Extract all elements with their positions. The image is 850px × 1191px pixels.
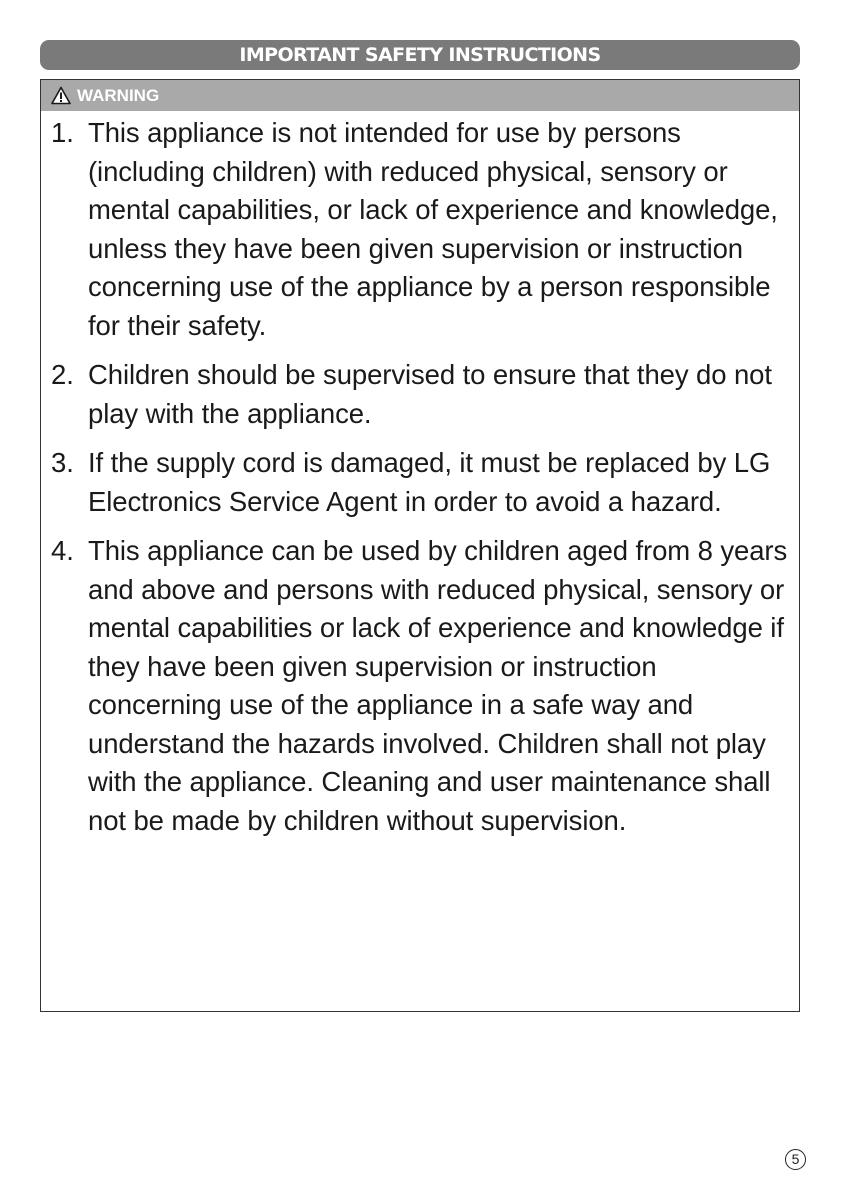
item-number: 2. bbox=[51, 359, 74, 390]
section-title-bar bbox=[40, 40, 800, 70]
item-text: This appliance can be used by children aged from 8 years and above and persons with reduced physical, sensory or mental capabilities or lack of experience and knowledge if they have been given supervision or instruction concerning use of the appliance in a safe way and understand the hazards involved. Children shall not play with the appliance. Cleaning and user maintenance shall not be made by children without supervision. bbox=[88, 535, 788, 836]
item-text: If the supply cord is damaged, it must be replaced by LG Electronics Service Agent in order to avoid a hazard. bbox=[88, 447, 771, 517]
list-item bbox=[51, 114, 791, 345]
warning-header bbox=[41, 80, 799, 111]
list-item bbox=[51, 444, 791, 521]
page-number: 5 bbox=[785, 1149, 806, 1170]
warning-list bbox=[51, 114, 791, 851]
item-number: 3. bbox=[51, 447, 74, 478]
list-item bbox=[51, 532, 791, 840]
warning-triangle-icon bbox=[51, 86, 71, 105]
item-text: Children should be supervised to ensure that they do not play with the appliance. bbox=[88, 359, 772, 429]
section-title: IMPORTANT SAFETY INSTRUCTIONS bbox=[239, 44, 601, 66]
item-text: This appliance is not intended for use by persons (including children) with reduced physical, sensory or mental capabilities, or lack of experience and knowledge, unless they have been given supervision or instruction concerning use of the appliance by a person responsible for their safety. bbox=[88, 117, 778, 341]
item-number: 1. bbox=[51, 117, 74, 148]
list-item bbox=[51, 356, 791, 433]
warning-box bbox=[40, 79, 800, 1012]
warning-label: WARNING bbox=[77, 85, 160, 105]
item-number: 4. bbox=[51, 535, 74, 566]
